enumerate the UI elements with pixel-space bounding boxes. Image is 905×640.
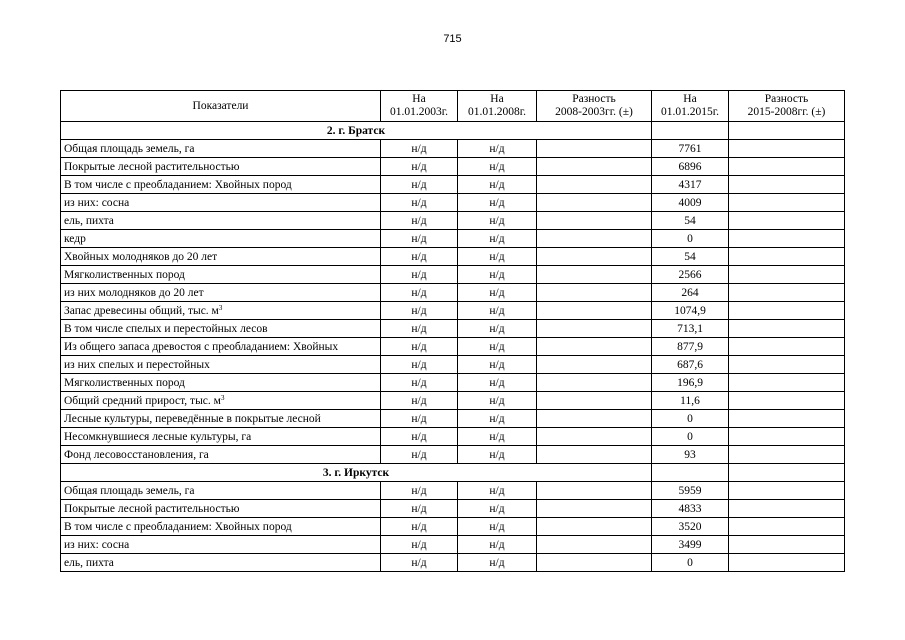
cell-2015: 11,6	[652, 392, 729, 410]
cell-diff-2015-2008	[729, 536, 845, 554]
cell-2008: н/д	[458, 176, 537, 194]
cell-2015: 1074,9	[652, 302, 729, 320]
table-row	[61, 536, 845, 554]
cell-diff-2008-2003	[537, 266, 652, 284]
table-row	[61, 248, 845, 266]
cell-indicator: Общая площадь земель, га	[61, 482, 381, 500]
cell-2003: н/д	[381, 284, 458, 302]
cell-2008: н/д	[458, 212, 537, 230]
cell-2008: н/д	[458, 356, 537, 374]
cell-2015: 5959	[652, 482, 729, 500]
cell-indicator: Хвойных молодняков до 20 лет	[61, 248, 381, 266]
cell-diff-2015-2008	[729, 248, 845, 266]
page-number: 715	[443, 33, 462, 45]
header-diff-2008-2003: Разность 2008-2003гг. (±)	[537, 91, 652, 122]
cell-2015: 0	[652, 410, 729, 428]
cell-diff-2015-2008	[729, 446, 845, 464]
cell-2003: н/д	[381, 428, 458, 446]
cell-diff-2008-2003	[537, 374, 652, 392]
cell-indicator: Запас древесины общий, тыс. $м^3$	[61, 302, 381, 320]
cell-diff-2015-2008	[729, 212, 845, 230]
cell-2008: н/д	[458, 266, 537, 284]
cell-diff-2008-2003	[537, 482, 652, 500]
cell-2008: н/д	[458, 446, 537, 464]
cell-2015: 264	[652, 284, 729, 302]
cell-2003: н/д	[381, 230, 458, 248]
cell-diff-2008-2003	[537, 536, 652, 554]
cell-2003: н/д	[381, 392, 458, 410]
cell-diff-2015-2008	[729, 194, 845, 212]
cell-2008: н/д	[458, 140, 537, 158]
cell-indicator: Несомкнувшиеся лесные культуры, га	[61, 428, 381, 446]
cell-diff-2015-2008	[729, 266, 845, 284]
table-row	[61, 230, 845, 248]
cell-diff-2008-2003	[537, 284, 652, 302]
cell-diff-2008-2003	[537, 302, 652, 320]
cell-diff-2015-2008	[729, 392, 845, 410]
cell-diff-2015-2008	[729, 176, 845, 194]
cell-2008: н/д	[458, 410, 537, 428]
cell-indicator: Общий средний прирост, тыс. $м^3$	[61, 392, 381, 410]
table-row	[61, 338, 845, 356]
cell-indicator: Мягколиственных пород	[61, 266, 381, 284]
table-row	[61, 410, 845, 428]
cell-diff-2008-2003	[537, 230, 652, 248]
cell-2015: 54	[652, 248, 729, 266]
cell-2003: н/д	[381, 500, 458, 518]
table-header	[61, 91, 845, 122]
cell-diff-2015-2008	[729, 518, 845, 536]
cell-2008: н/д	[458, 374, 537, 392]
cell-diff-2015-2008	[729, 140, 845, 158]
cell-2003: н/д	[381, 212, 458, 230]
section-empty-cell	[652, 464, 729, 482]
cell-indicator: Покрытые лесной растительностью	[61, 158, 381, 176]
cell-2003: н/д	[381, 482, 458, 500]
cell-2008: н/д	[458, 320, 537, 338]
table-row	[61, 554, 845, 572]
cell-2015: 54	[652, 212, 729, 230]
section-title: 2. г. Братск	[61, 122, 652, 140]
section-header-row	[61, 464, 845, 482]
table-row	[61, 212, 845, 230]
cell-indicator: из них: сосна	[61, 194, 381, 212]
cell-2008: н/д	[458, 194, 537, 212]
section-empty-cell	[652, 122, 729, 140]
cell-2003: н/д	[381, 536, 458, 554]
cell-2015: 877,9	[652, 338, 729, 356]
cell-indicator: В том числе спелых и перестойных лесов	[61, 320, 381, 338]
cell-diff-2008-2003	[537, 428, 652, 446]
cell-2003: н/д	[381, 410, 458, 428]
cell-2008: н/д	[458, 284, 537, 302]
cell-2003: н/д	[381, 158, 458, 176]
cell-2008: н/д	[458, 158, 537, 176]
table-row	[61, 176, 845, 194]
cell-2008: н/д	[458, 338, 537, 356]
cell-2015: 3499	[652, 536, 729, 554]
cell-diff-2015-2008	[729, 284, 845, 302]
section-title: 3. г. Иркутск	[61, 464, 652, 482]
cell-diff-2008-2003	[537, 176, 652, 194]
header-2008: На 01.01.2008г.	[458, 91, 537, 122]
cell-indicator: ель, пихта	[61, 554, 381, 572]
cell-indicator: Мягколиственных пород	[61, 374, 381, 392]
table-row	[61, 392, 845, 410]
cell-2015: 4833	[652, 500, 729, 518]
table-row	[61, 482, 845, 500]
cell-2015: 2566	[652, 266, 729, 284]
cell-2008: н/д	[458, 392, 537, 410]
cell-2015: 713,1	[652, 320, 729, 338]
cell-diff-2015-2008	[729, 338, 845, 356]
cell-diff-2008-2003	[537, 392, 652, 410]
table-row	[61, 320, 845, 338]
table-body	[61, 122, 845, 572]
cell-diff-2008-2003	[537, 248, 652, 266]
cell-indicator: кедр	[61, 230, 381, 248]
cell-2003: н/д	[381, 554, 458, 572]
cell-2008: н/д	[458, 482, 537, 500]
cell-diff-2015-2008	[729, 158, 845, 176]
cell-2015: 4009	[652, 194, 729, 212]
table-row	[61, 194, 845, 212]
cell-indicator: Общая площадь земель, га	[61, 140, 381, 158]
table-row	[61, 158, 845, 176]
cell-2008: н/д	[458, 536, 537, 554]
cell-indicator: Из общего запаса древостоя с преобладанием: Хвойных	[61, 338, 381, 356]
superscript: 3	[218, 303, 223, 312]
cell-2003: н/д	[381, 194, 458, 212]
cell-indicator: Лесные культуры, переведённые в покрытые лесной	[61, 410, 381, 428]
cell-2003: н/д	[381, 140, 458, 158]
cell-2008: н/д	[458, 518, 537, 536]
cell-indicator: В том числе с преобладанием: Хвойных пород	[61, 176, 381, 194]
cell-2008: н/д	[458, 428, 537, 446]
cell-diff-2008-2003	[537, 410, 652, 428]
cell-2008: н/д	[458, 248, 537, 266]
table-row	[61, 446, 845, 464]
cell-2015: 93	[652, 446, 729, 464]
table-row	[61, 500, 845, 518]
cell-2015: 4317	[652, 176, 729, 194]
cell-2015: 6896	[652, 158, 729, 176]
cell-2015: 196,9	[652, 374, 729, 392]
table-row	[61, 428, 845, 446]
cell-diff-2015-2008	[729, 428, 845, 446]
cell-indicator: Фонд лесовосстановления, га	[61, 446, 381, 464]
cell-diff-2008-2003	[537, 158, 652, 176]
cell-diff-2008-2003	[537, 212, 652, 230]
header-diff-2015-2008: Разность 2015-2008гг. (±)	[729, 91, 845, 122]
table-row	[61, 302, 845, 320]
cell-diff-2015-2008	[729, 500, 845, 518]
cell-2015: 687,6	[652, 356, 729, 374]
cell-diff-2008-2003	[537, 518, 652, 536]
table-row	[61, 140, 845, 158]
cell-2015: 0	[652, 230, 729, 248]
cell-2003: н/д	[381, 446, 458, 464]
section-header-row	[61, 122, 845, 140]
header-row	[61, 91, 845, 122]
cell-diff-2015-2008	[729, 230, 845, 248]
cell-indicator: из них: сосна	[61, 536, 381, 554]
cell-2015: 7761	[652, 140, 729, 158]
header-2003: На 01.01.2003г.	[381, 91, 458, 122]
cell-2015: 0	[652, 554, 729, 572]
cell-diff-2015-2008	[729, 374, 845, 392]
cell-diff-2008-2003	[537, 140, 652, 158]
cell-2008: н/д	[458, 554, 537, 572]
cell-indicator: из них спелых и перестойных	[61, 356, 381, 374]
table-row	[61, 374, 845, 392]
cell-2003: н/д	[381, 338, 458, 356]
cell-diff-2008-2003	[537, 356, 652, 374]
table-row	[61, 266, 845, 284]
superscript: 3	[220, 393, 225, 402]
section-empty-cell	[729, 122, 845, 140]
forest-data-table	[60, 90, 845, 572]
cell-2003: н/д	[381, 302, 458, 320]
cell-diff-2015-2008	[729, 410, 845, 428]
cell-indicator: из них молодняков до 20 лет	[61, 284, 381, 302]
cell-diff-2015-2008	[729, 320, 845, 338]
cell-2008: н/д	[458, 230, 537, 248]
cell-indicator: ель, пихта	[61, 212, 381, 230]
table-row	[61, 356, 845, 374]
cell-diff-2015-2008	[729, 302, 845, 320]
cell-2003: н/д	[381, 266, 458, 284]
cell-2008: н/д	[458, 500, 537, 518]
cell-2003: н/д	[381, 176, 458, 194]
header-indicator: Показатели	[61, 91, 381, 122]
cell-2003: н/д	[381, 320, 458, 338]
cell-indicator: Покрытые лесной растительностью	[61, 500, 381, 518]
table-row	[61, 518, 845, 536]
cell-2003: н/д	[381, 356, 458, 374]
cell-diff-2015-2008	[729, 356, 845, 374]
section-empty-cell	[729, 464, 845, 482]
table-row	[61, 284, 845, 302]
cell-indicator: В том числе с преобладанием: Хвойных пород	[61, 518, 381, 536]
cell-2015: 3520	[652, 518, 729, 536]
cell-diff-2008-2003	[537, 320, 652, 338]
cell-2003: н/д	[381, 518, 458, 536]
cell-diff-2008-2003	[537, 446, 652, 464]
cell-2003: н/д	[381, 374, 458, 392]
cell-diff-2008-2003	[537, 338, 652, 356]
cell-diff-2015-2008	[729, 554, 845, 572]
cell-diff-2008-2003	[537, 194, 652, 212]
cell-diff-2015-2008	[729, 482, 845, 500]
cell-2003: н/д	[381, 248, 458, 266]
cell-diff-2008-2003	[537, 554, 652, 572]
cell-2015: 0	[652, 428, 729, 446]
cell-2008: н/д	[458, 302, 537, 320]
header-2015: На 01.01.2015г.	[652, 91, 729, 122]
cell-diff-2008-2003	[537, 500, 652, 518]
